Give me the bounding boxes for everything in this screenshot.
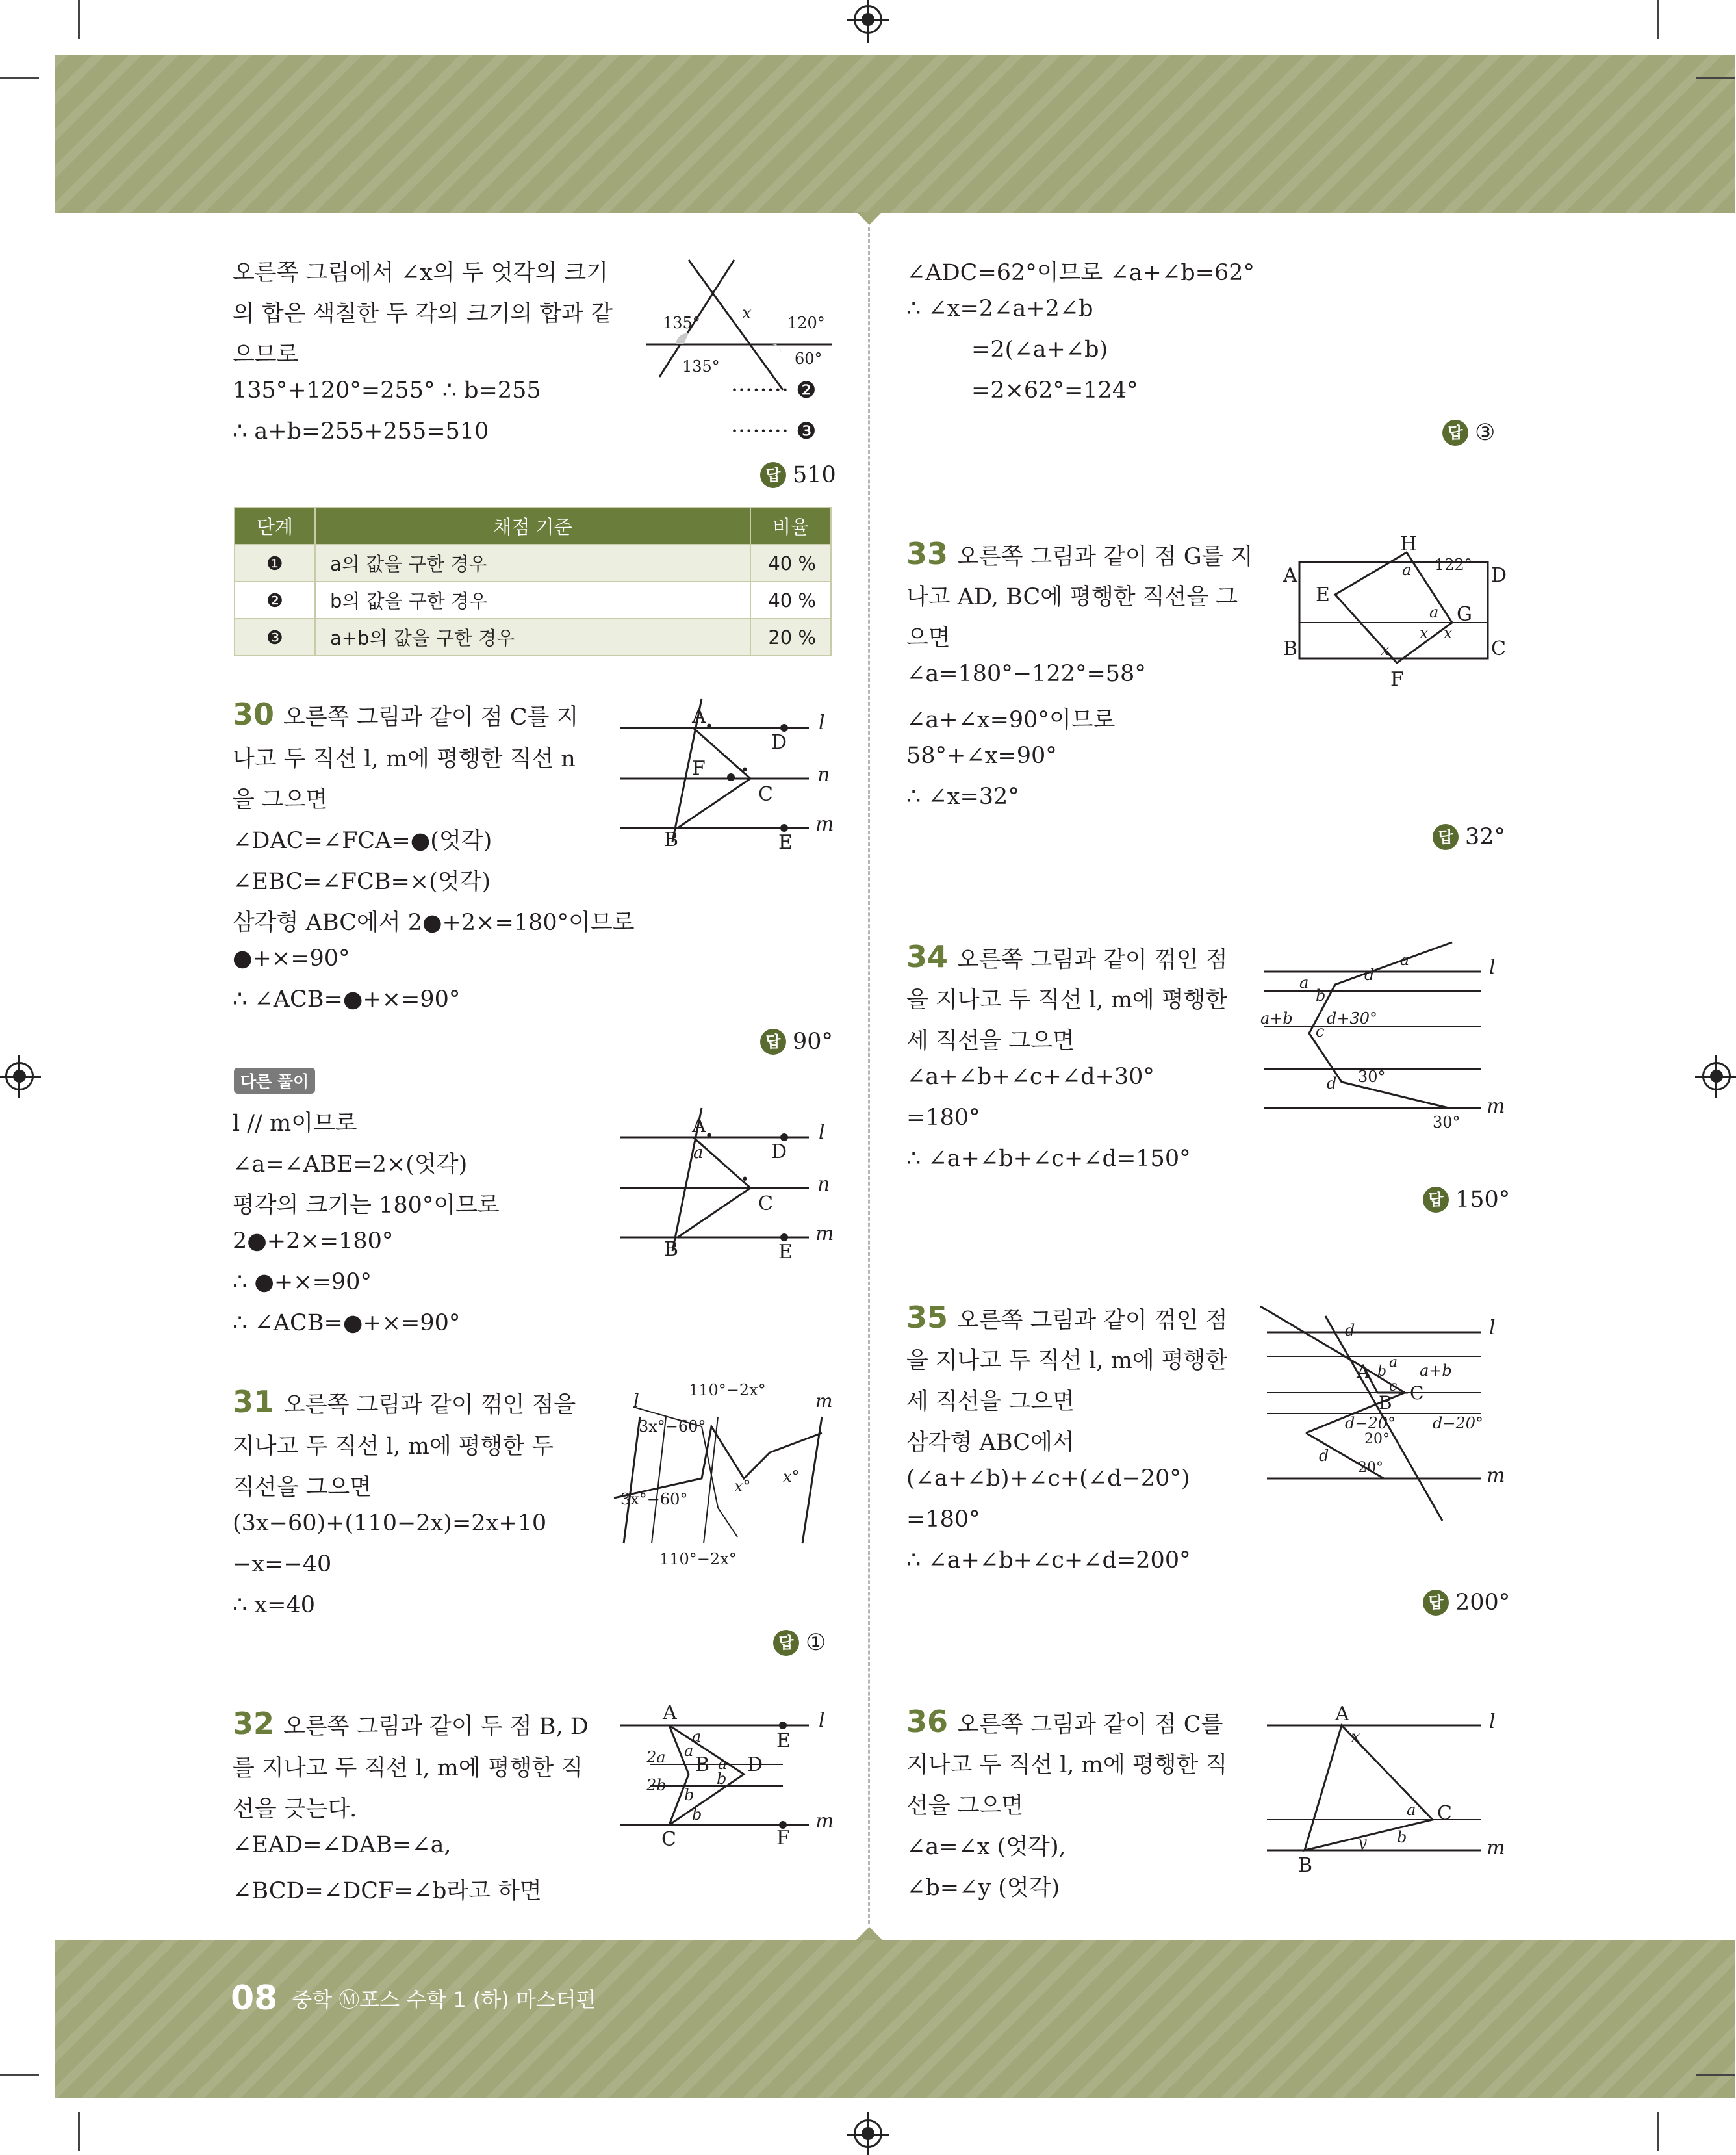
p32-figure	[620, 1703, 835, 1852]
p32-label-b: B	[695, 1753, 710, 1776]
p29-line: 135°+120°=255° ∴ b=255	[233, 378, 541, 404]
p34-label-d-top: d	[1364, 966, 1375, 984]
p34-label-30b: 30°	[1433, 1113, 1461, 1131]
p30-label-b: B	[664, 829, 679, 851]
p30-alt-label-angle-a: a	[693, 1143, 704, 1163]
p33-label-122: 122°	[1435, 556, 1472, 574]
dot-mark: •	[705, 719, 713, 735]
p34-line: 세 직선을 그으면	[906, 1028, 1075, 1054]
p36-line: 지나고 두 직선 l, m에 평행한 직	[906, 1752, 1228, 1778]
grading-header-row	[235, 508, 831, 545]
p30-figure	[620, 695, 835, 851]
p36-figure	[1260, 1699, 1520, 1881]
p36-label-m: m	[1487, 1837, 1505, 1859]
p36-label-x: x	[1351, 1727, 1360, 1746]
header-notch	[856, 212, 882, 225]
page-number: 08	[231, 1979, 278, 2018]
p30-label-l: l	[819, 712, 825, 734]
p30-alt-label-d: D	[771, 1141, 787, 1163]
p30-heading	[233, 697, 578, 732]
p31-label-x1: x°	[734, 1477, 751, 1495]
p32-line: ∠BCD=∠DCF=∠b라고 하면	[233, 1878, 542, 1904]
p30-line: 을 그으면	[233, 787, 328, 813]
problem-number: 32	[233, 1706, 275, 1741]
p32-label-a3: a	[718, 1755, 728, 1773]
p33-label-c: C	[1491, 638, 1506, 660]
p31-line: −x=−40	[233, 1551, 332, 1577]
problem-number: 36	[906, 1704, 949, 1739]
p35-line: 오른쪽 그림과 같이 꺾인 점	[957, 1308, 1228, 1334]
p36-label-y: y	[1358, 1833, 1367, 1852]
p30-alt-line: ∠a=∠ABE=2×(엇각)	[233, 1152, 468, 1178]
grading-ratio: 20 %	[750, 619, 831, 656]
p29-line: ∴ a+b=255+255=510	[233, 419, 489, 445]
p29-label-135b: 135°	[682, 357, 720, 376]
grading-step: ❷	[235, 582, 315, 619]
rt-line: =2×62°=124°	[971, 378, 1138, 404]
p29-figure	[643, 253, 838, 403]
p35-line: 삼각형 ABC에서	[906, 1430, 1075, 1456]
p33-label-a: A	[1283, 564, 1297, 587]
p33-label-d: D	[1491, 564, 1507, 587]
p30-line: 나고 두 직선 l, m에 평행한 직선 n	[233, 746, 576, 772]
p30-alt-label-a: A	[692, 1115, 706, 1137]
alt-solution-badge: 다른 풀이	[234, 1068, 315, 1094]
p29-line: 의 합은 색칠한 두 각의 크기의 합과 같	[233, 301, 613, 327]
footer-notch	[856, 1927, 882, 1940]
p34-label-l: l	[1489, 956, 1496, 979]
crop-mark	[78, 0, 80, 39]
p35-label-cpt: C	[1410, 1382, 1424, 1404]
p35-label-c: c	[1389, 1378, 1398, 1395]
p31-answer-value: ①	[806, 1630, 826, 1656]
p30-alt-label-m: m	[815, 1222, 834, 1245]
p32-label-c: C	[661, 1828, 676, 1851]
p30-line-bc	[678, 779, 750, 828]
grading-step: ❶	[235, 545, 315, 582]
p32-label-b1: b	[717, 1770, 727, 1788]
p33-line: 58°+∠x=90°	[906, 743, 1057, 769]
p33-label-a-g: a	[1429, 603, 1439, 621]
p30-label-a: A	[692, 705, 706, 728]
p36-line: 오른쪽 그림과 같이 점 C를	[957, 1712, 1223, 1738]
rt-answer	[1442, 420, 1495, 446]
p35-label-bpt: B	[1379, 1392, 1392, 1413]
p30-point-f	[727, 773, 735, 781]
p35-line: 을 지나고 두 직선 l, m에 평행한	[906, 1348, 1228, 1374]
p35-line: 세 직선을 그으면	[906, 1389, 1075, 1415]
p32-label-e: E	[776, 1729, 791, 1752]
p36-label-a: A	[1335, 1703, 1349, 1725]
p30-alt-line: 2●+2×=180°	[233, 1228, 394, 1254]
grading-ratio: 40 %	[750, 582, 831, 619]
p32-line: 를 지나고 두 직선 l, m에 평행한 직	[233, 1755, 583, 1781]
footer-band	[55, 1940, 1735, 2098]
p31-line: ∴ x=40	[233, 1592, 315, 1618]
dot-mark: •	[741, 762, 749, 779]
p36-line: ∠a=∠x (엇각),	[906, 1834, 1066, 1860]
p34-line: ∠a+∠b+∠c+∠d+30°	[906, 1064, 1155, 1090]
p31-line: 직선을 그으면	[233, 1475, 372, 1501]
p33-figure	[1273, 533, 1514, 702]
problem-number: 34	[906, 939, 949, 974]
p35-line: (∠a+∠b)+∠c+(∠d−20°)	[906, 1465, 1190, 1491]
p35-answer-value: 200°	[1455, 1590, 1511, 1616]
rt-answer-value: ③	[1475, 420, 1496, 446]
p35-label-apb: a+b	[1420, 1361, 1452, 1380]
p30-label-m: m	[815, 813, 834, 836]
p30-alt-label-l: l	[819, 1121, 825, 1144]
grading-header: 단계	[235, 508, 315, 545]
rt-line: ∠ADC=62°이므로 ∠a+∠b=62°	[906, 260, 1255, 286]
p29-step-marker: ········ ❸	[731, 419, 817, 445]
p34-label-30a: 30°	[1358, 1068, 1386, 1086]
header-band	[55, 55, 1735, 213]
p35-label-dm20b: d−20°	[1433, 1414, 1484, 1432]
p32-line: 오른쪽 그림과 같이 두 점 B, D	[283, 1714, 589, 1740]
p34-label-apb: a+b	[1260, 1009, 1293, 1027]
p30-alt-label-c: C	[758, 1193, 773, 1215]
p33-label-f: F	[1390, 668, 1404, 691]
p32-label-a1: a	[692, 1727, 702, 1746]
p34-label-c: c	[1316, 1022, 1325, 1040]
p32-label-m: m	[815, 1810, 834, 1833]
p32-label-2b: 2b	[646, 1776, 667, 1794]
p31-label-x2: x°	[783, 1467, 800, 1486]
p33-label-x2: x	[1444, 624, 1453, 642]
p34-label-m: m	[1487, 1095, 1505, 1118]
grading-header: 비율	[750, 508, 831, 545]
p33-label-x1: x	[1420, 624, 1429, 642]
rt-line: ∴ ∠x=2∠a+2∠b	[906, 296, 1093, 322]
p35-label-a-angle: a	[1389, 1354, 1398, 1371]
p33-label-h: H	[1400, 533, 1418, 556]
crop-mark	[0, 2074, 39, 2076]
p31-line: (3x−60)+(110−2x)=2x+10	[233, 1510, 547, 1536]
p29-line: 오른쪽 그림에서 ∠x의 두 엇각의 크기	[233, 260, 609, 286]
p33-line: ∴ ∠x=32°	[906, 784, 1019, 810]
p29-label-135a: 135°	[663, 314, 700, 332]
p36-label-b: B	[1298, 1854, 1313, 1877]
p32-label-2a: 2a	[646, 1748, 666, 1766]
p30-alt-figure	[620, 1105, 835, 1261]
problem-number: 30	[233, 697, 275, 732]
p31-answer	[773, 1630, 826, 1656]
registration-mark-icon	[18, 1055, 20, 1098]
crop-mark	[78, 2112, 80, 2151]
p31-label-bottom: 110°−2x°	[659, 1550, 737, 1568]
p33-line: ∠a+∠x=90°이므로	[906, 707, 1116, 733]
grading-ratio: 40 %	[750, 545, 831, 582]
p29-line: 으므로	[233, 342, 299, 368]
p30-label-f: F	[692, 757, 706, 780]
p35-line: ∴ ∠a+∠b+∠c+∠d=200°	[906, 1547, 1191, 1573]
p30-alt-label-b: B	[664, 1238, 679, 1261]
p30-line: ●+×=90°	[233, 946, 350, 972]
answer-badge-icon: 답	[1423, 1590, 1449, 1616]
p31-label-top: 110°−2x°	[689, 1381, 766, 1399]
p30-label-c: C	[758, 783, 773, 806]
p32-label-d: D	[747, 1753, 763, 1776]
p30-answer-value: 90°	[793, 1029, 834, 1055]
p29-label-x: x	[742, 303, 752, 323]
p34-label-a: a	[1299, 974, 1309, 992]
dot-mark: •	[741, 1172, 749, 1188]
answer-badge-icon: 답	[1423, 1187, 1449, 1213]
p30-alt-label-e: E	[778, 1241, 793, 1261]
p36-line: ∠b=∠y (엇각)	[906, 1875, 1060, 1901]
p31-heading	[233, 1384, 576, 1419]
p30-line: ∠EBC=∠FCB=×(엇각)	[233, 869, 491, 895]
p36-label-c: C	[1437, 1802, 1452, 1825]
p33-label-g: G	[1457, 603, 1472, 626]
table-row	[235, 619, 831, 656]
p34-line: =180°	[906, 1105, 980, 1131]
p35-label-20b: 20°	[1358, 1460, 1383, 1476]
p34-label-b: b	[1316, 987, 1326, 1005]
crop-mark	[1657, 0, 1659, 39]
p31-label-3x: 3x°−60°	[639, 1417, 706, 1436]
p31-label-3x-2: 3x°−60°	[620, 1490, 688, 1508]
crop-mark	[1696, 77, 1735, 79]
p35-heading	[906, 1300, 1227, 1335]
p29-shaded-angle	[676, 333, 689, 344]
p35-answer	[1423, 1590, 1510, 1616]
p35-figure	[1260, 1297, 1520, 1524]
p34-label-d: d	[1327, 1074, 1337, 1092]
p33-line: 나고 AD, BC에 평행한 직선을 그	[906, 584, 1238, 610]
p35-label-20a: 20°	[1364, 1431, 1390, 1447]
page-footer	[231, 1979, 596, 2018]
p35-label-dm20a: d−20°	[1345, 1414, 1396, 1432]
p33-label-a-top: a	[1402, 561, 1412, 579]
p29-step-marker: ········ ❷	[731, 378, 817, 404]
p35-label-d-top: d	[1345, 1321, 1355, 1339]
p30-line: 삼각형 ABC에서 2●+2×=180°이므로	[233, 910, 635, 936]
p35-label-m: m	[1487, 1464, 1505, 1487]
grading-criterion: a의 값을 구한 경우	[315, 545, 750, 582]
p35-label-b: b	[1377, 1363, 1387, 1380]
p32-label-b3: b	[692, 1805, 702, 1824]
p31-line: 지나고 두 직선 l, m에 평행한 두	[233, 1434, 554, 1460]
p34-figure	[1260, 936, 1520, 1144]
table-row	[235, 545, 831, 582]
p33-answer-value: 32°	[1465, 824, 1506, 850]
p32-label-f: F	[776, 1827, 790, 1850]
registration-mark-icon	[1715, 1055, 1717, 1098]
p32-line: 선을 긋는다.	[233, 1796, 357, 1822]
p33-label-b: B	[1283, 638, 1298, 660]
p29-label-60: 60°	[795, 350, 823, 368]
p30-line: ∠DAC=∠FCA=●(엇각)	[233, 828, 492, 854]
p36-label-b-angle: b	[1397, 1828, 1407, 1846]
answer-badge-icon: 답	[1442, 420, 1468, 446]
grading-criterion: a+b의 값을 구한 경우	[315, 619, 750, 656]
crop-mark	[1657, 2112, 1659, 2151]
p30-alt-line: l // m이므로	[233, 1111, 357, 1137]
p30-alt-line: ∴ ∠ACB=●+×=90°	[233, 1310, 461, 1336]
p29-shaded-angle	[772, 344, 782, 352]
grading-table	[234, 507, 832, 656]
p34-line: 오른쪽 그림과 같이 꺾인 점	[957, 947, 1228, 973]
p30-label-e: E	[778, 831, 793, 851]
problem-number: 31	[233, 1384, 275, 1419]
book-title: 중학 Ⓜ포스 수학 1 (하) 마스터편	[292, 1987, 596, 2012]
p33-answer	[1433, 824, 1505, 850]
p31-label-m: m	[815, 1390, 833, 1412]
p33-line: 오른쪽 그림과 같이 점 G를 지	[957, 544, 1253, 570]
p34-heading	[906, 939, 1227, 974]
crop-mark	[0, 77, 39, 79]
p31-bent-line	[614, 1426, 822, 1498]
dot-mark: •	[705, 1128, 713, 1144]
p32-label-b2: b	[684, 1786, 695, 1804]
column-divider	[868, 227, 870, 1924]
grading-step: ❸	[235, 619, 315, 656]
p32-label-a2: a	[684, 1742, 694, 1760]
p29-answer	[760, 462, 836, 488]
problem-number: 35	[906, 1300, 949, 1335]
p29-answer-value: 510	[793, 462, 836, 488]
p31-aux-line	[704, 1417, 718, 1543]
answer-badge-icon: 답	[760, 462, 786, 488]
registration-mark-icon	[867, 2112, 869, 2155]
p36-label-a-angle: a	[1407, 1801, 1416, 1819]
problem-number: 33	[906, 536, 949, 571]
p32-point-e	[779, 1722, 787, 1729]
p36-label-l: l	[1489, 1710, 1496, 1733]
p30-alt-line-bc	[678, 1188, 750, 1237]
crop-mark	[1696, 2074, 1735, 2076]
answer-badge-icon: 답	[760, 1029, 786, 1055]
p34-line: ∴ ∠a+∠b+∠c+∠d=150°	[906, 1146, 1191, 1172]
p30-alt-line: 평각의 크기는 180°이므로	[233, 1193, 500, 1219]
p34-label-d30: d+30°	[1327, 1009, 1378, 1027]
p31-line: 오른쪽 그림과 같이 꺾인 점을	[283, 1392, 576, 1418]
p30-alt-line: ∴ ●+×=90°	[233, 1269, 372, 1295]
p34-line: 을 지나고 두 직선 l, m에 평행한	[906, 987, 1228, 1013]
p30-label-n: n	[817, 764, 830, 786]
p32-heading	[233, 1706, 589, 1741]
p34-label-a-top: a	[1400, 951, 1410, 969]
p30-line: 오른쪽 그림과 같이 점 C를 지	[283, 704, 579, 730]
p34-answer-value: 150°	[1455, 1187, 1511, 1213]
registration-mark-icon	[867, 0, 869, 43]
grading-criterion: b의 값을 구한 경우	[315, 582, 750, 619]
p36-triangle-abc	[1305, 1725, 1433, 1850]
p34-answer	[1423, 1187, 1510, 1213]
p36-heading	[906, 1704, 1223, 1739]
p33-label-e: E	[1316, 584, 1330, 606]
table-row	[235, 582, 831, 619]
p35-label-l: l	[1489, 1317, 1496, 1339]
p33-line: 으면	[906, 625, 951, 651]
p30-line: ∴ ∠ACB=●+×=90°	[233, 987, 461, 1013]
p29-label-120: 120°	[787, 314, 825, 332]
p31-line-l	[624, 1417, 640, 1543]
p33-label-x3: x	[1381, 641, 1390, 659]
p33-line: ∠a=180°−122°=58°	[906, 661, 1146, 687]
p35-label-d: d	[1319, 1447, 1329, 1465]
answer-badge-icon: 답	[773, 1630, 799, 1656]
p30-alt-label-n: n	[817, 1173, 830, 1196]
p31-aux-line	[652, 1417, 666, 1543]
rt-line: =2(∠a+∠b)	[971, 337, 1108, 363]
grading-header: 채점 기준	[315, 508, 750, 545]
answer-badge-icon: 답	[1433, 824, 1459, 850]
p31-figure	[607, 1381, 835, 1576]
p36-line: 선을 그으면	[906, 1793, 1024, 1819]
p35-label-a: A	[1357, 1361, 1370, 1382]
p32-path-abc	[669, 1725, 689, 1825]
p32-line: ∠EAD=∠DAB=∠a,	[233, 1832, 452, 1858]
p33-heading	[906, 536, 1253, 571]
p31-label-l: l	[633, 1390, 639, 1412]
p32-label-l: l	[819, 1709, 825, 1732]
p32-label-a: A	[663, 1703, 677, 1724]
p30-answer	[760, 1029, 833, 1055]
p35-line: =180°	[906, 1506, 980, 1532]
p30-label-d: D	[771, 731, 787, 754]
